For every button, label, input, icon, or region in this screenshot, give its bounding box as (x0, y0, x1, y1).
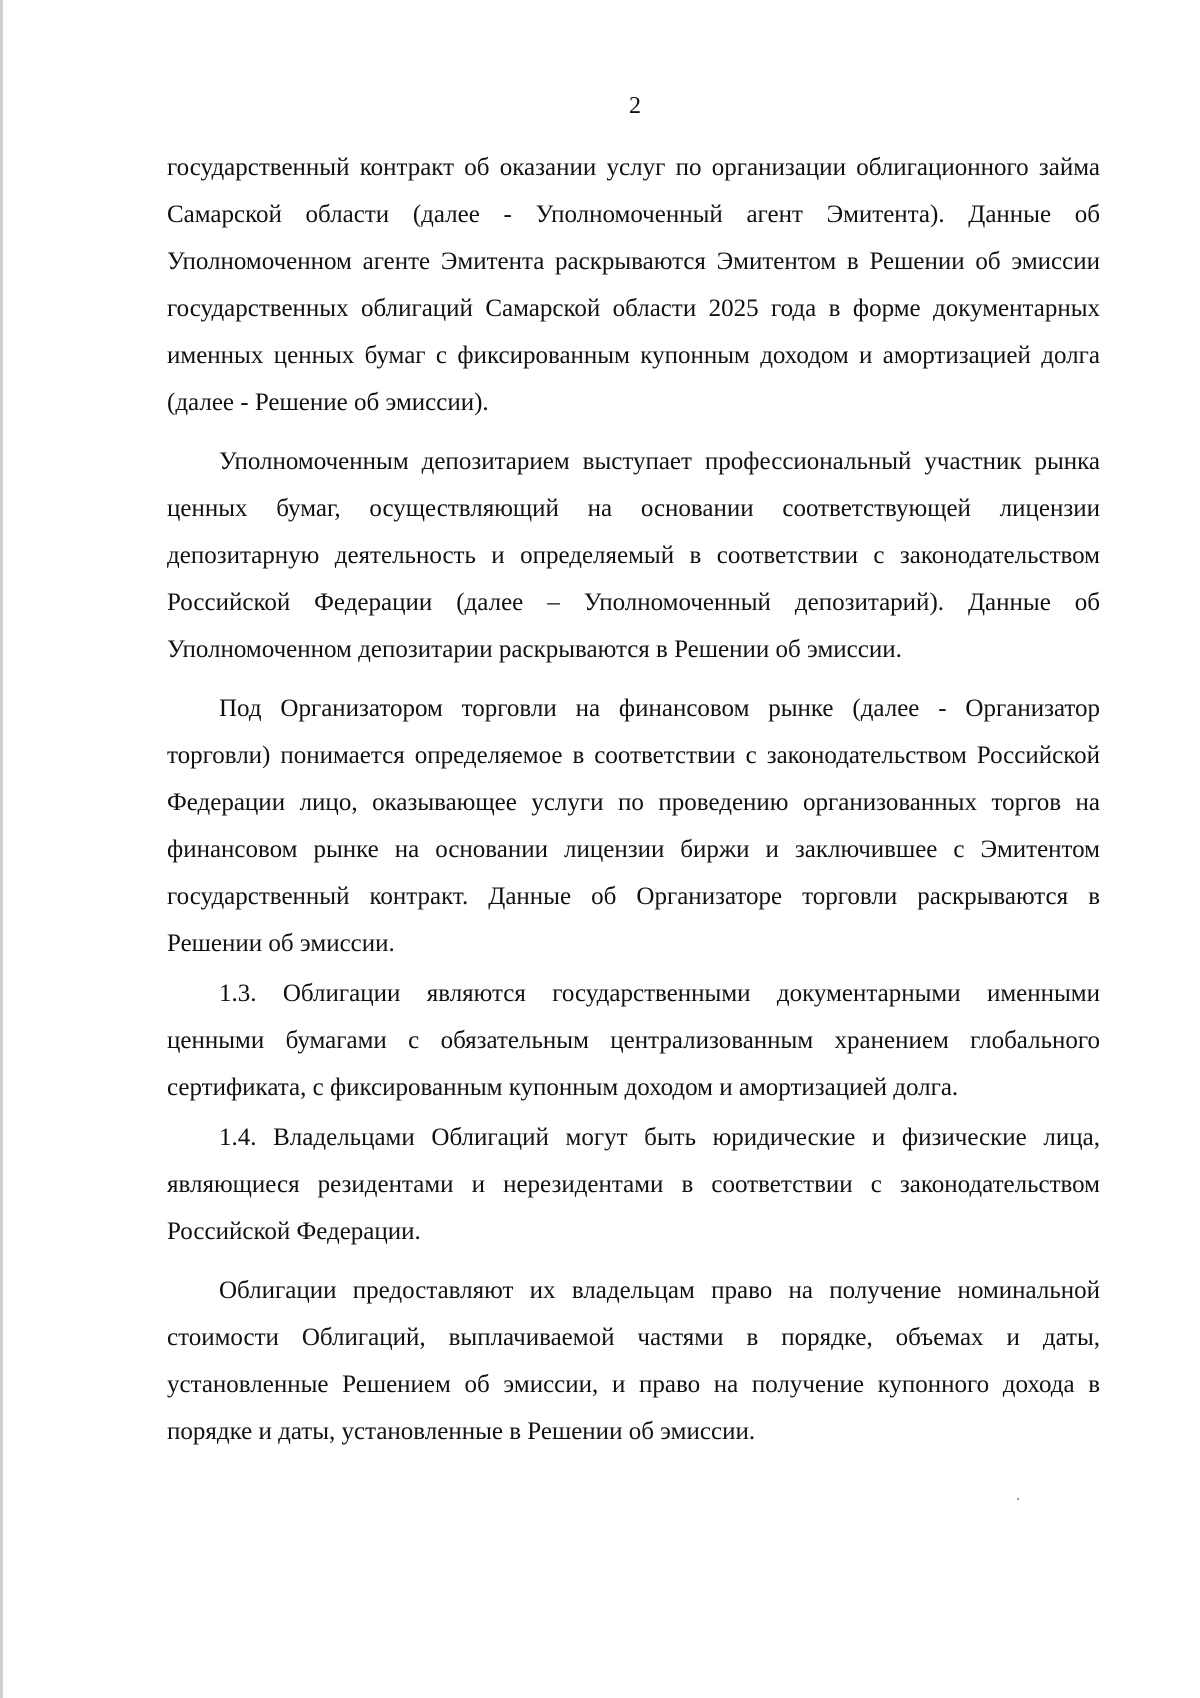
scan-edge (0, 0, 3, 1698)
paragraph-trading-organizer: Под Организатором торговли на финансовом рынке (далее - Организатор торговли) понимается определяемое в соответствии с законодательством Российской Федерации лицо, оказывающее услуги по проведению организованных торгов на финансовом рынке на основании лицензии биржи и заключившее с Эмитентом государственный контракт. Данные об Организаторе торговли раскрываются в Решении об эмиссии. (167, 695, 1100, 957)
paragraph-1-4: 1.4. Владельцами Облигаций могут быть юридические и физические лица, являющиеся резидентами и нерезидентами в соответствии с законодательством Российской Федерации. (167, 1124, 1100, 1245)
paragraph-agent: государственный контракт об оказании услуг по организации облигационного займа Самарской области (далее - Уполномоченный агент Эмитента). Данные об Уполномоченном агенте Эмитента раскрываются Эмитентом в Решении об эмиссии государственных облигаций Самарской области 2025 года в форме документарных именных ценных бумаг с фиксированным купонным доходом и амортизацией долга (далее - Решение об эмиссии). (167, 154, 1100, 416)
scan-speck (1017, 1498, 1019, 1500)
page-number: 2 (629, 93, 641, 119)
paragraph-depositary: Уполномоченным депозитарием выступает профессиональный участник рынка ценных бумаг, осуществляющий на основании соответствующей лицензии депозитарную деятельность и определяемый в соответствии с законодательством Российской Федерации (далее – Уполномоченный депозитарий). Данные об Уполномоченном депозитарии раскрываются в Решении об эмиссии. (167, 448, 1100, 663)
paragraph-1-3: 1.3. Облигации являются государственными документарными именными ценными бумагами с обязательным централизованным хранением глобального сертификата, с фиксированным купонным доходом и амортизацией долга. (167, 980, 1100, 1101)
document-body (167, 144, 1100, 1467)
paragraph-owner-rights: Облигации предоставляют их владельцам право на получение номинальной стоимости Облигаций, выплачиваемой частями в порядке, объемах и даты, установленные Решением об эмиссии, и право на получение купонного дохода в порядке и даты, установленные в Решении об эмиссии. (167, 1277, 1100, 1445)
